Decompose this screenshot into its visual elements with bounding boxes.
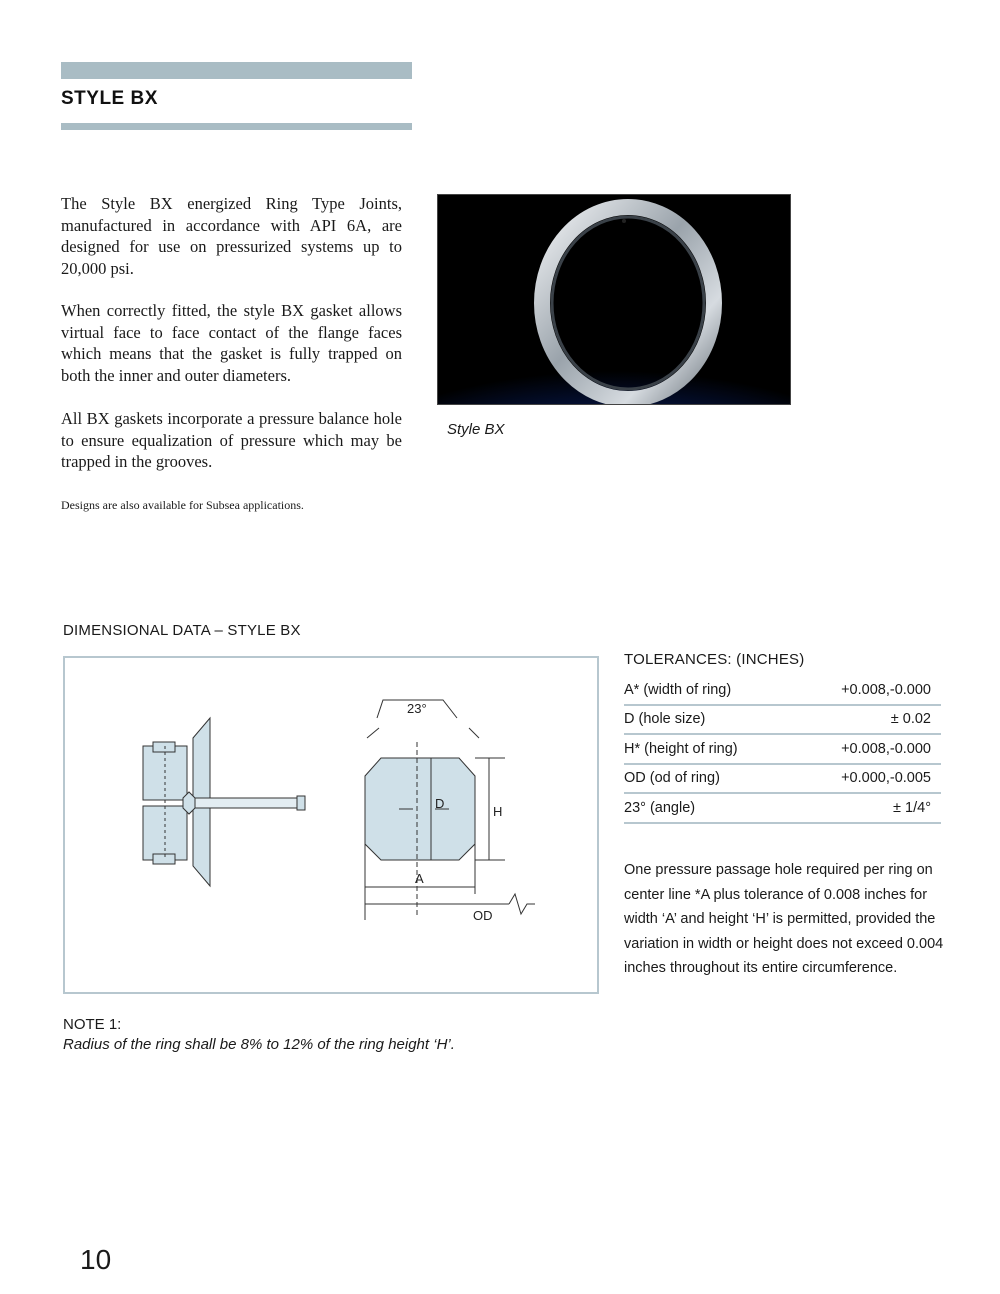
tolerance-label: A* (width of ring)	[624, 681, 732, 698]
tolerance-note: One pressure passage hole required per ring on center line *A plus tolerance of 0.008 inches for width ‘A’ and height ‘H’ is permitted, provided the variation in width or height does not exceed 0.004 inches throughout its entire circumference.	[624, 862, 944, 977]
note-1-text: Radius of the ring shall be 8% to 12% of the ring height ‘H’.	[63, 1036, 455, 1053]
tolerances-table	[624, 676, 941, 824]
tolerance-label: OD (od of ring)	[624, 770, 720, 787]
subsea-note: Designs are also available for Subsea applications.	[61, 498, 304, 512]
tolerance-label: D (hole size)	[624, 711, 706, 728]
intro-paragraph-3: All BX gaskets incorporate a pressure balance hole to ensure equalization of pressure which may be trapped in the grooves.	[61, 409, 402, 472]
photo-caption: Style BX	[447, 421, 505, 438]
tolerance-value: +0.008,-0.000	[841, 740, 931, 757]
header-top-bar	[61, 62, 412, 79]
bx-ring-photo-illustration	[438, 195, 790, 404]
tolerances-heading: TOLERANCES: (INCHES)	[624, 651, 805, 668]
hole-size-label: D	[435, 796, 445, 811]
page-number: 10	[80, 1244, 112, 1275]
table-row	[624, 765, 941, 795]
tolerance-label: 23° (angle)	[624, 799, 696, 816]
intro-paragraph-2: When correctly fitted, the style BX gasket allows virtual face to face contact of the flange faces which means that the gasket is fully trapped on both the inner and outer diameters.	[61, 301, 402, 385]
bx-cross-section-drawing	[65, 658, 597, 992]
intro-paragraph-1: The Style BX energized Ring Type Joints, manufactured in accordance with API 6A, are designed for use on pressurized systems up to 20,000 psi.	[61, 194, 402, 278]
flange-assembly-drawing	[143, 718, 305, 886]
product-photo	[437, 194, 791, 405]
note-1-heading: NOTE 1:	[63, 1016, 122, 1033]
table-row	[624, 735, 941, 765]
ring-cross-section-drawing	[365, 700, 535, 920]
dimensional-diagram	[63, 656, 599, 994]
tolerance-value: ± 1/4°	[893, 799, 931, 816]
tolerance-label: H* (height of ring)	[624, 740, 738, 757]
page-title: STYLE BX	[61, 88, 158, 109]
header-bottom-bar	[61, 123, 412, 130]
outside-diameter-label: OD	[473, 908, 493, 923]
dimensional-data-heading: DIMENSIONAL DATA – STYLE BX	[63, 622, 301, 639]
width-label: A	[415, 871, 424, 886]
tolerance-value: +0.008,-0.000	[841, 681, 931, 698]
table-row	[624, 676, 941, 706]
height-label: H	[493, 804, 503, 819]
table-row	[624, 706, 941, 736]
tolerance-value: +0.000,-0.005	[841, 770, 931, 787]
tolerance-value: ± 0.02	[890, 711, 931, 728]
table-row	[624, 794, 941, 824]
angle-label: 23°	[407, 701, 427, 716]
